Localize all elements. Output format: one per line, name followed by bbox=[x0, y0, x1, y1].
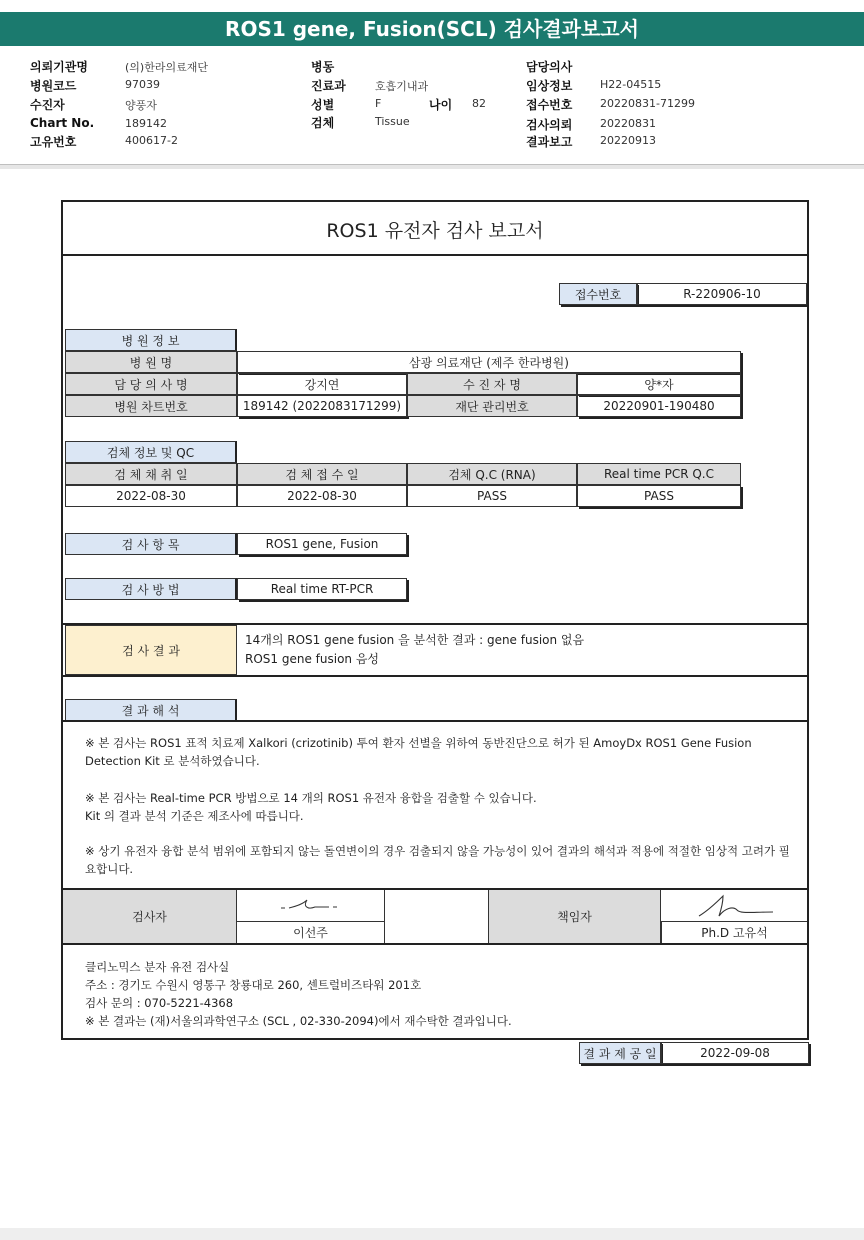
label-ward: 병동 bbox=[311, 60, 335, 74]
value-patient: 양풍자 bbox=[125, 99, 157, 112]
result-label: 검 사 결 과 bbox=[65, 625, 237, 675]
test-item-label: 검 사 항 목 bbox=[65, 533, 237, 555]
receipt-number: R-220906-10 bbox=[637, 283, 807, 305]
section-specimen-qc: 검체 정보 및 QC bbox=[65, 441, 237, 463]
label-request-date: 검사의뢰 bbox=[526, 118, 573, 132]
interpretation-rule bbox=[63, 720, 807, 722]
spec-value-qc-pcr: PASS bbox=[577, 485, 741, 507]
spec-header-receive: 검 체 접 수 일 bbox=[237, 463, 407, 485]
section-hospital-info: 병 원 정 보 bbox=[65, 329, 237, 351]
consignment-note: ※ 본 결과는 (재)서울의과학연구소 (SCL , 02-330-2094)에서 재수탁한 결과입니다. bbox=[85, 1014, 512, 1028]
signature-rule-bottom bbox=[63, 943, 807, 945]
interpretation-label: 결 과 해 석 bbox=[65, 699, 237, 721]
label-report-date: 결과보고 bbox=[526, 135, 573, 149]
issue-date-value: 2022-09-08 bbox=[661, 1042, 809, 1064]
foundation-value: 20220901-190480 bbox=[577, 395, 741, 417]
value-receipt-no: 20220831-71299 bbox=[600, 97, 695, 110]
value-sex: F bbox=[375, 97, 382, 110]
label-age: 나이 bbox=[429, 98, 453, 112]
lab-address: 주소 : 경기도 수원시 영통구 창룡대로 260, 센트럴비즈타워 201호 bbox=[85, 978, 422, 992]
responsible-signature-icon bbox=[661, 890, 807, 921]
doctor-label: 담 당 의 사 명 bbox=[65, 373, 237, 395]
label-sex: 성별 bbox=[311, 98, 335, 112]
value-request-date: 20220831 bbox=[600, 117, 656, 130]
report-heading: ROS1 유전자 검사 보고서 bbox=[326, 219, 544, 242]
spec-value-receive: 2022-08-30 bbox=[237, 485, 407, 507]
label-receipt-no: 접수번호 bbox=[526, 98, 573, 112]
hospital-name-value: 삼광 의료재단 (제주 한라병원) bbox=[237, 351, 741, 373]
spec-header-qc-pcr: Real time PCR Q.C bbox=[577, 463, 741, 485]
value-hospital-code: 97039 bbox=[125, 78, 160, 91]
header-divider bbox=[0, 165, 864, 169]
label-institution: 의뢰기관명 bbox=[30, 60, 88, 74]
report-document bbox=[61, 200, 809, 1040]
patient-header bbox=[0, 52, 864, 165]
value-chart-no: 189142 bbox=[125, 117, 167, 130]
method-value: Real time RT-PCR bbox=[237, 578, 407, 600]
value-report-date: 20220913 bbox=[600, 134, 656, 147]
value-institution: (의)한라의료재단 bbox=[125, 61, 208, 74]
value-age: 82 bbox=[472, 97, 486, 110]
result-rule-bottom bbox=[63, 675, 807, 677]
result-line-1: 14개의 ROS1 gene fusion 을 분석한 결과 : gene fusion 없음 bbox=[245, 633, 585, 647]
interpretation-note-2b: Kit 의 결과 분석 기준은 제조사에 따릅니다. bbox=[85, 809, 304, 823]
hospital-name-label: 병 원 명 bbox=[65, 351, 237, 373]
responsible-signature bbox=[661, 890, 807, 921]
patient-value: 양*자 bbox=[577, 373, 741, 395]
label-patient: 수진자 bbox=[30, 98, 65, 112]
spec-value-collect: 2022-08-30 bbox=[65, 485, 237, 507]
lab-contact: 검사 문의 : 070-5221-4368 bbox=[85, 996, 234, 1010]
label-chart-no: Chart No. bbox=[30, 116, 95, 130]
label-clinical-info: 임상정보 bbox=[526, 79, 573, 93]
chart-value: 189142 (2022083171299) bbox=[237, 395, 407, 417]
responsible-name: Ph.D 고유석 bbox=[661, 921, 807, 943]
doctor-value: 강지연 bbox=[237, 373, 407, 395]
examiner-signature bbox=[237, 890, 385, 921]
responsible-label: 책임자 bbox=[489, 890, 661, 943]
value-unique-no: 400617-2 bbox=[125, 134, 178, 147]
spec-header-qc-rna: 검체 Q.C (RNA) bbox=[407, 463, 577, 485]
issue-date-label: 결 과 제 공 일 bbox=[579, 1042, 661, 1064]
examiner-label: 검사자 bbox=[63, 890, 237, 943]
label-specimen: 검체 bbox=[311, 116, 335, 130]
patient-label: 수 진 자 명 bbox=[407, 373, 577, 395]
label-department: 진료과 bbox=[311, 79, 346, 93]
label-hospital-code: 병원코드 bbox=[30, 79, 77, 93]
chart-label: 병원 차트번호 bbox=[65, 395, 237, 417]
foundation-label: 재단 관리번호 bbox=[407, 395, 577, 417]
interpretation-note-2a: ※ 본 검사는 Real-time PCR 방법으로 14 개의 ROS1 유전자 융합을 검출할 수 있습니다. bbox=[85, 791, 537, 805]
report-title-bar: ROS1 gene, Fusion(SCL) 검사결과보고서 bbox=[0, 12, 864, 46]
method-label: 검 사 방 법 bbox=[65, 578, 237, 600]
receipt-label: 접수번호 bbox=[559, 283, 637, 305]
label-unique-no: 고유번호 bbox=[30, 135, 77, 149]
examiner-signature-icon bbox=[237, 890, 385, 921]
result-line-2: ROS1 gene fusion 음성 bbox=[245, 652, 380, 666]
interpretation-note-3: ※ 상기 유전자 융합 분석 범위에 포함되지 않는 돌연변이의 경우 검출되지 않을 가능성이 있어 결과의 해석과 적용에 적절한 임상적 고려가 필요합니다. bbox=[85, 844, 790, 876]
spec-value-qc-rna: PASS bbox=[407, 485, 577, 507]
value-department: 호흡기내과 bbox=[375, 80, 429, 93]
label-doctor: 담당의사 bbox=[526, 60, 573, 74]
spec-header-collect: 검 체 채 취 일 bbox=[65, 463, 237, 485]
lab-name: 클리노믹스 분자 유전 검사실 bbox=[85, 960, 230, 974]
result-text bbox=[245, 631, 584, 669]
examiner-name: 이선주 bbox=[237, 921, 385, 943]
value-clinical-info: H22-04515 bbox=[600, 78, 662, 91]
interpretation-note-1: ※ 본 검사는 ROS1 표적 치료제 Xalkori (crizotinib) 투여 환자 선별을 위하여 동반진단으로 허가 된 AmoyDx ROS1 Gene Fusion Detection Kit 로 분석하였습니다. bbox=[85, 736, 752, 768]
heading-rule bbox=[63, 254, 807, 256]
value-specimen: Tissue bbox=[375, 115, 410, 128]
test-item-value: ROS1 gene, Fusion bbox=[237, 533, 407, 555]
bottom-band bbox=[0, 1228, 864, 1240]
signature-blank-cell bbox=[385, 890, 489, 943]
